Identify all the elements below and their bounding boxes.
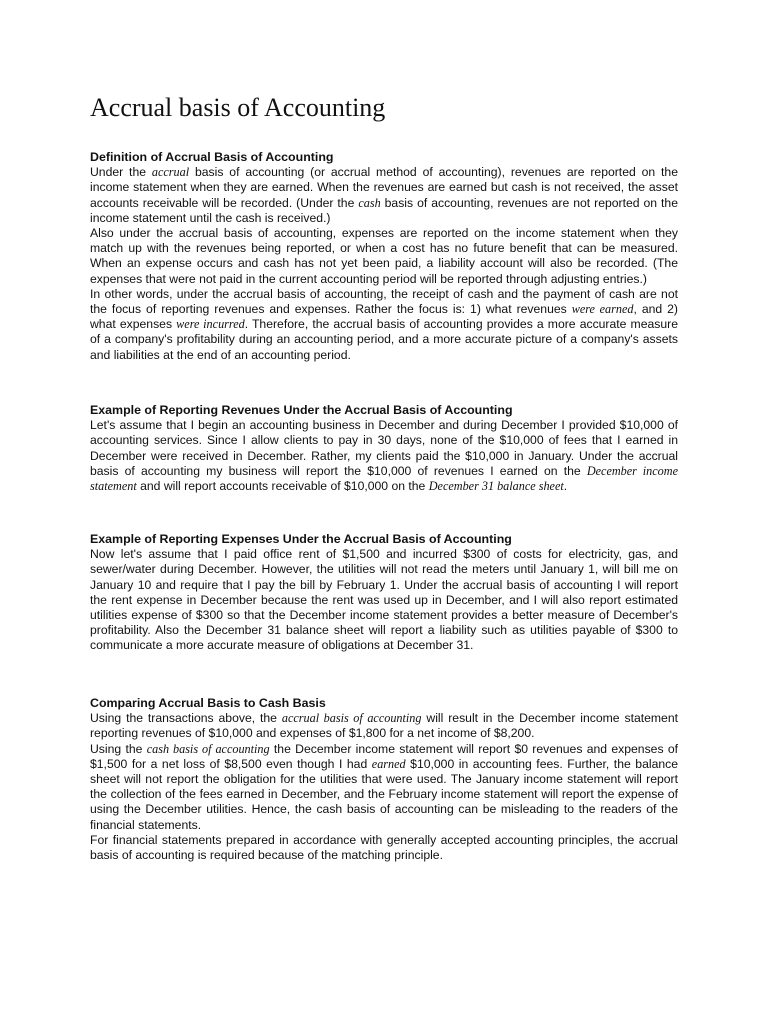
body-text: Using the [90, 741, 147, 756]
emphasis-text: December 31 balance sheet [428, 479, 564, 494]
paragraph [90, 711, 678, 741]
section-heading: Example of Reporting Expenses Under the Accrual Basis of Accounting [90, 532, 512, 546]
emphasis-text: cash [358, 195, 381, 210]
body-text: Also under the accrual basis of accounting, expenses are reported on the income statement when they match up with the revenues being reported, or when a cost has no future benefit that can be measured. When an expense occurs and cash has not yet been paid, a liability account will also be recorded. (The expenses that were not paid in the current accounting period will be reported through adjusting entries.) [90, 226, 678, 286]
emphasis-text: December income statement [90, 463, 678, 494]
paragraph [90, 833, 678, 863]
body-text: and will report accounts receivable of $10,000 on the [136, 479, 429, 494]
paragraph [90, 226, 678, 287]
document-title: Accrual basis of Accounting [90, 93, 386, 122]
section-expenses-example [90, 532, 678, 654]
emphasis-text: were earned [571, 302, 634, 317]
emphasis-text: earned [371, 756, 406, 771]
emphasis-text: were incurred [176, 317, 245, 332]
body-text: basis of accounting (or accrual method of accounting), revenues are reported on the income statement when they are earned. When the revenues are earned but cash is not received, the asset accounts receivable will be recorded. (Under the [90, 165, 678, 210]
emphasis-text: cash basis of accounting [146, 741, 270, 756]
body-text: In other words, under the accrual basis of accounting, the receipt of cash and the payment of cash are not the focus of reporting revenues and expenses. Rather the focus is: 1) what revenues [90, 286, 678, 317]
section-heading: Definition of Accrual Basis of Accounting [90, 150, 334, 164]
body-text: the December income statement will report $0 revenues and expenses of $1,500 for a net loss of $8,500 even though I had [90, 741, 678, 771]
emphasis-text: accrual basis of accounting [281, 711, 422, 726]
body-text: will result in the December income statement reporting revenues of $10,000 and expenses of $1,800 for a net income of $8,200. [90, 711, 679, 741]
section-revenues-example [90, 403, 678, 494]
paragraph [90, 165, 678, 226]
body-text: Let's assume that I begin an accounting business in December and during December I provided $10,000 of accounting services. Since I allow clients to pay in 30 days, none of the $10,000 of fees that I earned in December were received in December. Rather, my clients paid the $10,000 in January. Under the accrual basis of accounting my business will report the $10,000 of revenues I earned on the [90, 418, 678, 478]
section-heading: Comparing Accrual Basis to Cash Basis [90, 696, 326, 710]
section-comparison [90, 696, 678, 863]
section-heading: Example of Reporting Revenues Under the Accrual Basis of Accounting [90, 403, 513, 417]
emphasis-text: accrual [151, 165, 190, 180]
body-text: Under the [90, 165, 152, 180]
body-text: , and 2) what expenses [90, 302, 678, 332]
body-text: . Therefore, the accrual basis of accounting provides a more accurate measure of a company's profitability during an accounting period, and a more accurate picture of a company's assets and liabilities at the end of an accounting period. [90, 317, 678, 362]
body-text: $10,000 in accounting fees. Further, the balance sheet will not report the obligation for the utilities that were used. The January income statement will report the collection of the fees earned in December, and the February income statement will report the expense of using the December utilities. Hence, the cash basis of accounting can be misleading to the readers of the financial statements. [90, 756, 678, 832]
paragraph [90, 418, 678, 494]
paragraph [90, 547, 678, 653]
body-text: Using the transactions above, the [90, 711, 282, 726]
body-text: basis of accounting, revenues are not reported on the income statement until the cash is received.) [90, 195, 678, 225]
section-definition [90, 150, 678, 363]
body-text: For financial statements prepared in accordance with generally accepted accounting principles, the accrual basis of accounting is required because of the matching principle. [90, 832, 678, 863]
paragraph [90, 287, 678, 363]
body-text: Now let's assume that I paid office rent of $1,500 and incurred $300 of costs for electricity, gas, and sewer/water during December. However, the utilities will not read the meters until January 1, will bill me on January 10 and require that I pay the bill by February 1. Under the accrual basis of accounting I will report the rent expense in December because the rent was used up in December, and I will also report estimated utilities expense of $300 so that the December income statement provides a better measure of December's profitability. Also the December 31 balance sheet will report a liability such as utilities payable of $300 to communicate a more accurate measure of obligations at December 31. [90, 547, 678, 653]
body-text: . [563, 479, 568, 494]
paragraph [90, 742, 678, 833]
